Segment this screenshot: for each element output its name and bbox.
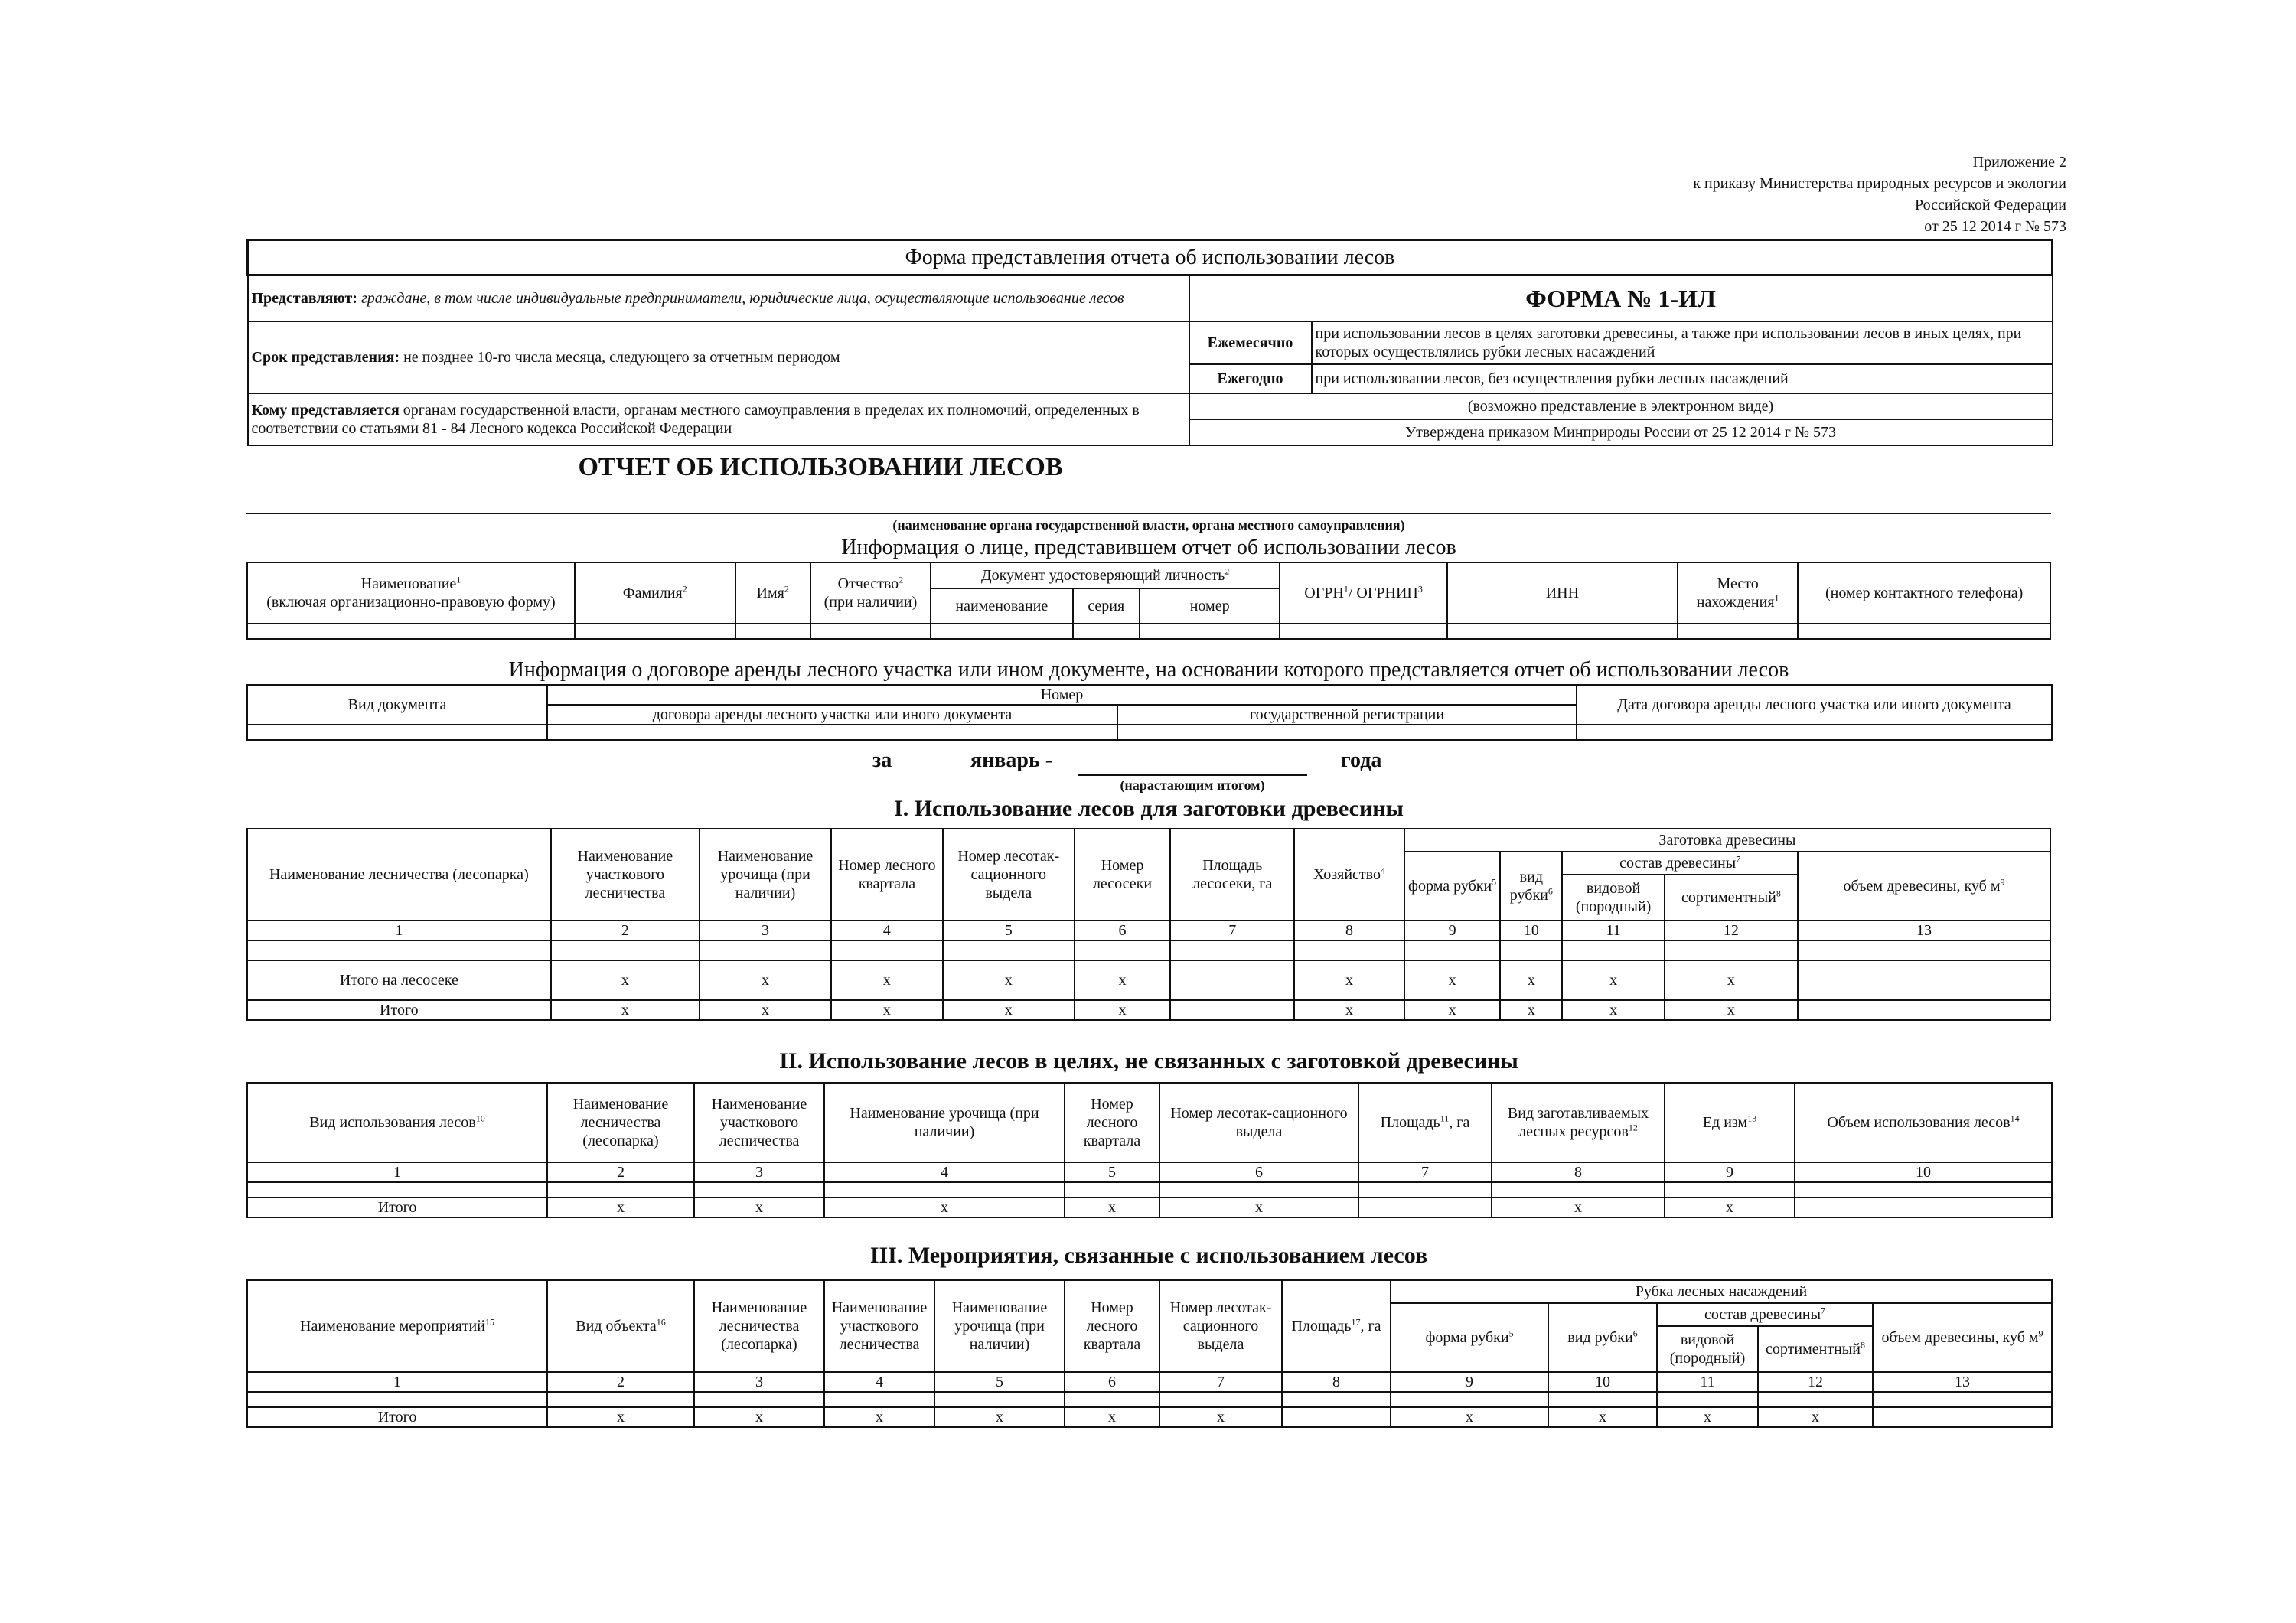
s1-composition-label: состав древесины <box>1619 855 1737 872</box>
x-mark: х <box>1065 1407 1159 1427</box>
s3-col9: форма рубки$^5$ <box>1391 1303 1548 1372</box>
col-id-doc: Документ удостоверяющий личность$^2$ <box>931 562 1280 588</box>
s2-col9-label: Ед изм <box>1702 1114 1748 1131</box>
s2-num: 9 <box>1665 1162 1795 1182</box>
s1-col1: Наименование лесничества (лесопарка) <box>247 829 551 921</box>
s1-num: 7 <box>1170 921 1294 940</box>
s3-num: 7 <box>1159 1372 1282 1392</box>
x-mark: х <box>1665 1198 1795 1217</box>
period-year-line <box>1078 774 1307 776</box>
contract-data-row <box>247 725 2052 740</box>
ogrn-label: ОГРН <box>1304 585 1344 601</box>
monthly-text: при использовании лесов в целях заготовки древесины, а также при использовании лесов в иных целях, при которых осуществлялись рубки лесных насаждений <box>1312 321 2053 364</box>
s1-total-row <box>247 1000 2050 1020</box>
s3-data-row <box>247 1392 2052 1407</box>
s3-col7: Номер лесотак-сационного выдела <box>1159 1280 1282 1372</box>
s2-col4: Наименование урочища (при наличии) <box>824 1083 1065 1162</box>
s1-number-row <box>247 921 2050 940</box>
s3-num: 11 <box>1657 1372 1758 1392</box>
contract-number-col: договора аренды лесного участка или иного документа <box>547 705 1117 725</box>
s3-total-label: Итого <box>247 1407 547 1427</box>
s1-col6: Номер лесосеки <box>1075 829 1170 921</box>
x-mark: х <box>547 1407 694 1427</box>
id-doc-label: Документ удостоверяющий личность <box>981 567 1225 584</box>
surname-label: Фамилия <box>622 585 683 601</box>
s3-num: 1 <box>247 1372 547 1392</box>
x-mark: х <box>1562 960 1665 1000</box>
s3-col6: Номер лесного квартала <box>1065 1280 1159 1372</box>
s2-num: 3 <box>694 1162 824 1182</box>
s3-number-row <box>247 1372 2052 1392</box>
x-mark: х <box>551 1000 700 1020</box>
s3-felling-header: Рубка лесных насаждений <box>1391 1280 2052 1303</box>
recipient-text: органам государственной власти, органам местного самоуправления в пределах их полномочий, определенных в соответствии со статьями 81 - 84 Лесного кодекса Российской Федерации <box>251 401 1140 437</box>
s1-harvest-header: Заготовка древесины <box>1404 829 2050 852</box>
yearly-text: при использовании лесов, без осуществления рубки лесных насаждений <box>1312 364 2053 393</box>
s1-col9: форма рубки$^5$ <box>1404 852 1500 921</box>
s2-col10-label: Объем использования лесов <box>1827 1114 2011 1131</box>
appendix-note <box>1693 152 2066 237</box>
s3-col13: объем древесины, куб $м^9$ <box>1873 1303 2052 1372</box>
s1-num: 8 <box>1294 921 1404 940</box>
s3-col10-label: вид рубки <box>1567 1329 1633 1346</box>
s1-num: 13 <box>1798 921 2050 940</box>
s2-col3: Наименование участкового лесничества <box>694 1083 824 1162</box>
col-location: Место нахождения$^1$ <box>1678 562 1798 624</box>
s2-col9: Ед изм$^{13}$ <box>1665 1083 1795 1162</box>
s3-num: 6 <box>1065 1372 1159 1392</box>
s3-num: 9 <box>1391 1372 1548 1392</box>
person-table <box>246 562 2051 640</box>
s1-col11: видовой (породный) <box>1562 875 1665 921</box>
s3-col1-label: Наименование мероприятий <box>300 1318 485 1335</box>
s1-plot-total-label: Итого на лесосеке <box>247 960 551 1000</box>
contract-number-header: Номер <box>547 685 1577 705</box>
x-mark: х <box>1758 1407 1873 1427</box>
x-mark: х <box>1657 1407 1758 1427</box>
s2-num: 6 <box>1159 1162 1358 1182</box>
contract-doc-type: Вид документа <box>247 685 547 725</box>
electronic-note: (возможно представление в электронном виде) <box>1189 393 2053 419</box>
x-mark: х <box>694 1198 824 1217</box>
x-mark: х <box>1294 960 1404 1000</box>
name-label: Наименование <box>360 575 457 592</box>
s1-col8-label: Хозяйство <box>1313 866 1381 883</box>
s1-num: 12 <box>1665 921 1798 940</box>
s1-col10: вид рубки$^6$ <box>1500 852 1562 921</box>
x-mark: х <box>1075 960 1170 1000</box>
s3-col5: Наименование урочища (при наличии) <box>934 1280 1065 1372</box>
s1-col2: Наименование участкового лесничества <box>551 829 700 921</box>
x-mark: х <box>1075 1000 1170 1020</box>
s2-num: 4 <box>824 1162 1065 1182</box>
s3-col10: вид рубки$^6$ <box>1548 1303 1657 1372</box>
x-mark: х <box>551 960 700 1000</box>
contract-date: Дата договора аренды лесного участка или иного документа <box>1577 685 2052 725</box>
section3-title: III. Мероприятия, связанные с использованием лесов <box>869 1243 1428 1268</box>
submitters-text: граждане, в том числе индивидуальные предприниматели, юридические лица, осуществляющие использование лесов <box>360 289 1124 307</box>
appendix-line3: Российской Федерации <box>1914 197 2066 213</box>
submitters-label: Представляют: <box>251 289 357 307</box>
s1-num: 9 <box>1404 921 1500 940</box>
s3-col1: Наименование мероприятий$^{15}$ <box>247 1280 547 1372</box>
period-year: года <box>1341 748 1382 772</box>
s2-total-row <box>247 1198 2052 1217</box>
x-mark: х <box>700 960 831 1000</box>
col-firstname: Имя$^2$ <box>735 562 810 624</box>
s2-col7: Площадь$^{11}$, га <box>1358 1083 1492 1162</box>
s2-num: 2 <box>547 1162 694 1182</box>
s1-plot-total-row <box>247 960 2050 1000</box>
appendix-line2: к приказу Министерства природных ресурсов и экологии <box>1693 175 2066 192</box>
s3-num: 12 <box>1758 1372 1873 1392</box>
deadline-label: Срок представления: <box>251 348 400 366</box>
deadline-cell <box>248 321 1189 393</box>
col-id-name: наименование <box>931 588 1073 624</box>
appendix-line1: Приложение 2 <box>1972 154 2066 171</box>
x-mark: х <box>1065 1198 1159 1217</box>
s2-num: 5 <box>1065 1162 1159 1182</box>
x-mark: х <box>1159 1198 1358 1217</box>
s3-num: 4 <box>824 1372 934 1392</box>
s2-data-row <box>247 1182 2052 1198</box>
contract-table <box>246 684 2053 741</box>
x-mark: х <box>1294 1000 1404 1020</box>
s3-num: 2 <box>547 1372 694 1392</box>
ogrnip-label: / ОГРНИП <box>1348 585 1418 601</box>
s2-col8-label: Вид заготавливаемых лесных ресурсов <box>1507 1105 1649 1140</box>
s1-num: 4 <box>831 921 943 940</box>
patronymic-label: Отчество <box>837 575 899 592</box>
s1-num: 1 <box>247 921 551 940</box>
col-id-series: серия <box>1073 588 1140 624</box>
s1-total-label: Итого <box>247 1000 551 1020</box>
s3-num: 5 <box>934 1372 1065 1392</box>
approved-note: Утверждена приказом Минприроды России от 25 12 2014 г № 573 <box>1189 419 2053 445</box>
s2-col6: Номер лесотак-сационного выдела <box>1159 1083 1358 1162</box>
s3-num: 3 <box>694 1372 824 1392</box>
col-ogrn: ОГРН$^1$/ ОГРНИП$^3$ <box>1280 562 1446 624</box>
s3-total-row <box>247 1407 2052 1427</box>
x-mark: х <box>943 1000 1075 1020</box>
s2-num: 8 <box>1492 1162 1665 1182</box>
s2-num: 1 <box>247 1162 547 1182</box>
person-section-title: Информация о лице, представившем отчет об использовании лесов <box>841 536 1456 559</box>
s1-col13: объем древесины, куб $м^9$ <box>1798 852 2050 921</box>
s1-data-row <box>247 940 2050 960</box>
x-mark: х <box>1500 1000 1562 1020</box>
yearly-label: Ежегодно <box>1189 364 1312 393</box>
col-inn: ИНН <box>1447 562 1678 624</box>
form-header-table <box>246 239 2053 446</box>
s3-col8-label: Площадь <box>1291 1318 1352 1335</box>
form-title: Форма представления отчета об использовании лесов <box>248 240 2053 275</box>
s3-col3: Наименование лесничества (лесопарка) <box>694 1280 824 1372</box>
s3-col12-label: сортиментный <box>1766 1341 1861 1357</box>
s3-col9-label: форма рубки <box>1425 1329 1509 1346</box>
s3-num: 10 <box>1548 1372 1657 1392</box>
s3-col13-label: объем древесины, куб м <box>1881 1329 2039 1346</box>
person-data-row <box>247 624 2050 639</box>
period-month: январь - <box>970 748 1053 772</box>
s1-num: 10 <box>1500 921 1562 940</box>
s1-num: 2 <box>551 921 700 940</box>
section3-table <box>246 1279 2053 1428</box>
recipient-label: Кому представляется <box>251 401 400 419</box>
section1-table <box>246 828 2051 1021</box>
s1-col12-label: сортиментный <box>1681 889 1776 906</box>
col-id-number: номер <box>1140 588 1280 624</box>
authority-caption: (наименование органа государственной власти, органа местного самоуправления) <box>892 517 1405 533</box>
x-mark: х <box>1562 1000 1665 1020</box>
report-title: ОТЧЕТ ОБ ИСПОЛЬЗОВАНИИ ЛЕСОВ <box>578 453 1063 481</box>
col-surname: Фамилия$^2$ <box>575 562 735 624</box>
s3-col2-label: Вид объекта <box>576 1318 657 1335</box>
x-mark: х <box>1391 1407 1548 1427</box>
s2-num: 7 <box>1358 1162 1492 1182</box>
s2-total-label: Итого <box>247 1198 547 1217</box>
s3-composition: состав древесины$^7$ <box>1657 1303 1873 1326</box>
section2-title: II. Использование лесов в целях, не связанных с заготовкой древесины <box>779 1048 1518 1074</box>
s3-col11: видовой (породный) <box>1657 1326 1758 1372</box>
x-mark: х <box>547 1198 694 1217</box>
s3-num: 8 <box>1282 1372 1391 1392</box>
s1-col10-label: вид рубки <box>1509 869 1548 904</box>
x-mark: х <box>1492 1198 1665 1217</box>
period-for: за <box>872 748 892 772</box>
authority-line <box>246 513 2051 514</box>
s2-num: 10 <box>1795 1162 2052 1182</box>
s2-col5: Номер лесного квартала <box>1065 1083 1159 1162</box>
x-mark: х <box>1159 1407 1282 1427</box>
s3-col12: сортиментный$^8$ <box>1758 1326 1873 1372</box>
registration-number-col: государственной регистрации <box>1117 705 1577 725</box>
s2-col10: Объем использования лесов$^{14}$ <box>1795 1083 2052 1162</box>
section2-table <box>246 1082 2053 1218</box>
appendix-line4: от 25 12 2014 г № 573 <box>1924 218 2066 235</box>
s1-col8: Хозяйство$^4$ <box>1294 829 1404 921</box>
s1-num: 3 <box>700 921 831 940</box>
col-patronymic: Отчество$^2$ (при наличии) <box>810 562 931 624</box>
s2-col8: Вид заготавливаемых лесных ресурсов$^{12}$ <box>1492 1083 1665 1162</box>
submitters-cell <box>248 275 1189 321</box>
x-mark: х <box>934 1407 1065 1427</box>
deadline-text: не позднее 10-го числа месяца, следующего за отчетным периодом <box>403 348 840 366</box>
period-cumulative: (нарастающим итогом) <box>1120 777 1265 793</box>
s1-composition: состав древесины$^7$ <box>1562 852 1798 875</box>
s1-col5: Номер лесотак-сационного выдела <box>943 829 1075 921</box>
col-name: Наименование$^1$ (включая организационно-правовую форму) <box>247 562 575 624</box>
x-mark: х <box>831 960 943 1000</box>
x-mark: х <box>824 1198 1065 1217</box>
s1-col7: Площадь лесосеки, га <box>1170 829 1294 921</box>
col-phone: (номер контактного телефона) <box>1798 562 2050 624</box>
firstname-label: Имя <box>756 585 784 601</box>
x-mark: х <box>1548 1407 1657 1427</box>
s2-col1: Вид использования лесов$^{10}$ <box>247 1083 547 1162</box>
s3-num: 13 <box>1873 1372 2052 1392</box>
s2-col7-label: Площадь <box>1380 1114 1440 1131</box>
s2-col2: Наименование лесничества (лесопарка) <box>547 1083 694 1162</box>
s1-num: 5 <box>943 921 1075 940</box>
s3-col4: Наименование участкового лесничества <box>824 1280 934 1372</box>
s2-col1-label: Вид использования лесов <box>309 1114 476 1131</box>
s1-col4: Номер лесного квартала <box>831 829 943 921</box>
recipient-cell <box>248 393 1189 445</box>
x-mark: х <box>1665 960 1798 1000</box>
x-mark: х <box>824 1407 934 1427</box>
section1-title: I. Использование лесов для заготовки древесины <box>894 796 1404 821</box>
s1-num: 6 <box>1075 921 1170 940</box>
s1-col3: Наименование урочища (при наличии) <box>700 829 831 921</box>
x-mark: х <box>831 1000 943 1020</box>
x-mark: х <box>694 1407 824 1427</box>
name-sub: (включая организационно-правовую форму) <box>266 594 556 611</box>
s2-number-row <box>247 1162 2052 1182</box>
contract-section-title: Информация о договоре аренды лесного участка или ином документе, на основании которого представляется отчет об использовании лесов <box>508 658 1789 682</box>
x-mark: х <box>700 1000 831 1020</box>
x-mark: х <box>943 960 1075 1000</box>
x-mark: х <box>1404 1000 1500 1020</box>
s2-col7-unit: , га <box>1449 1114 1470 1131</box>
s1-col9-label: форма рубки <box>1408 878 1492 895</box>
monthly-label: Ежемесячно <box>1189 321 1312 364</box>
patronymic-sub: (при наличии) <box>823 594 918 611</box>
s3-col8: Площадь$^{17}$, га <box>1282 1280 1391 1372</box>
s3-col2: Вид объекта$^{16}$ <box>547 1280 694 1372</box>
s1-num: 11 <box>1562 921 1665 940</box>
x-mark: х <box>1665 1000 1798 1020</box>
form-number: ФОРМА № 1-ИЛ <box>1189 275 2053 321</box>
s1-col13-label: объем древесины, куб м <box>1843 878 2001 895</box>
s3-composition-label: состав древесины <box>1704 1306 1821 1323</box>
s1-col12: сортиментный$^8$ <box>1665 875 1798 921</box>
x-mark: х <box>1500 960 1562 1000</box>
s3-col8-unit: , га <box>1360 1318 1381 1335</box>
x-mark: х <box>1404 960 1500 1000</box>
location-label: Место нахождения <box>1696 575 1775 611</box>
